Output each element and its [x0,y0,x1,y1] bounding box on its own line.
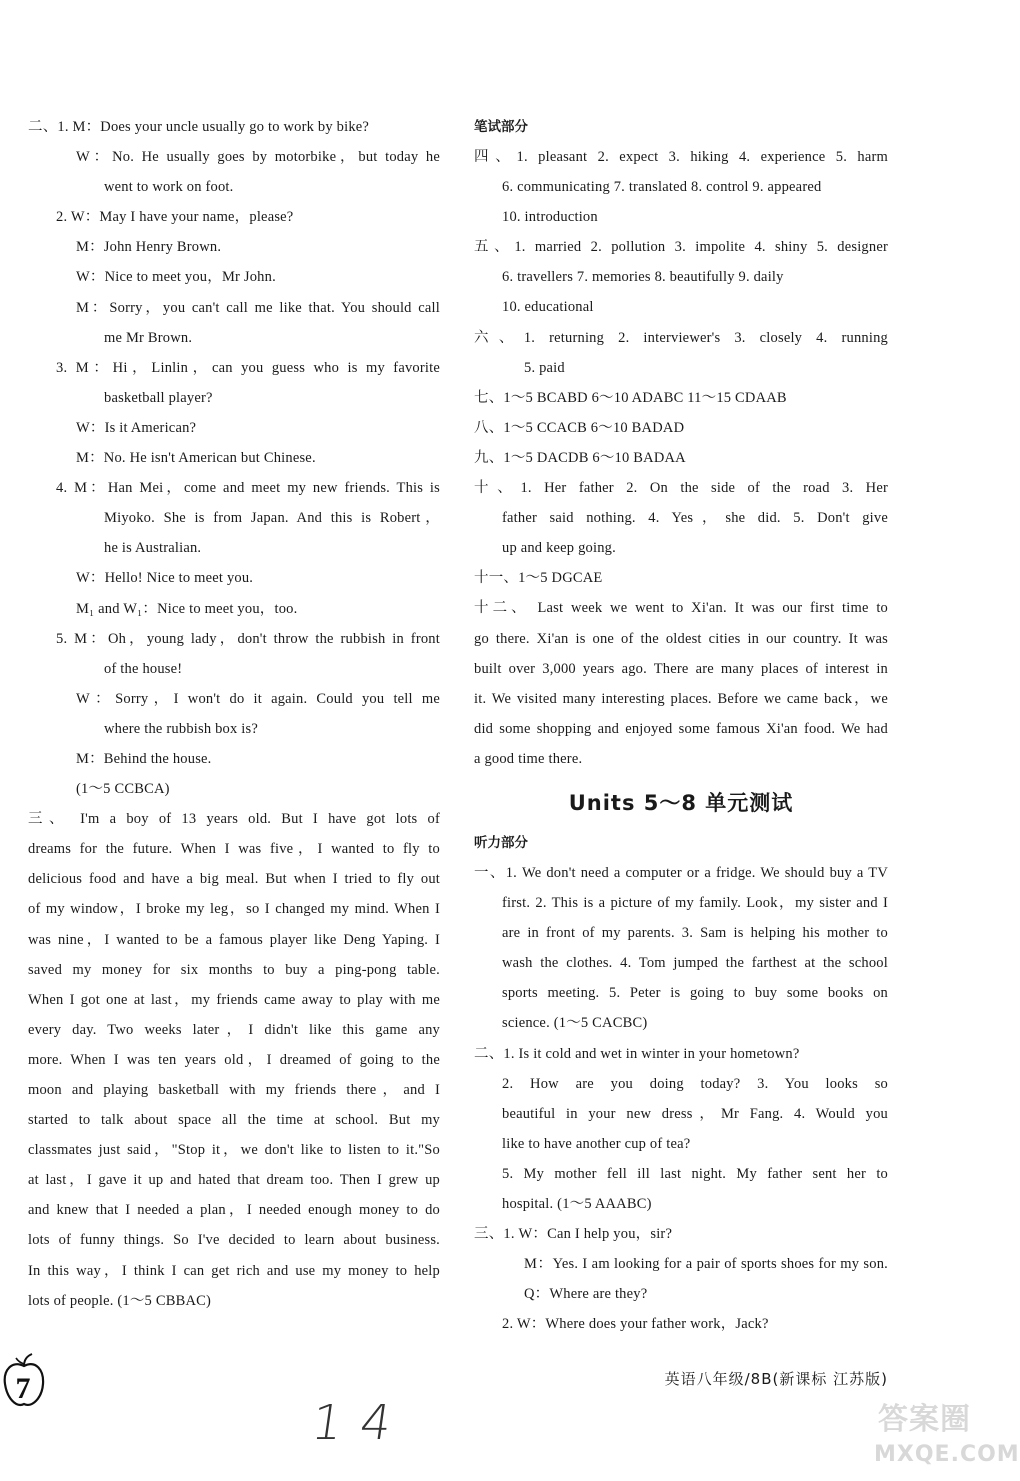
listening-answers [474,858,888,1340]
text-line: 一、1. We don't need a computer or a fridge. We should buy a TV [474,864,888,881]
text-line: W：No. He usually goes by motorbike，but today he [76,149,440,166]
text-line: Q：Where are they? [524,1286,648,1303]
text-line: started to talk about space all the time at school. But my [28,1112,440,1129]
text-line: 六、1. returning 2. interviewer's 3. closely 4. running [474,329,888,346]
text-line: 十二、 Last week we went to Xi'an. It was our first time to [474,600,888,617]
text-line: like to have another cup of tea? [502,1135,691,1152]
text-line: Miyoko. She is from Japan. And this is Robert， [104,510,440,527]
text-line: (1～5 CCBCA) [76,781,170,798]
text-line: science. (1～5 CACBC) [502,1015,648,1032]
text-line: 八、1～5 CCACB 6～10 BADAD [474,419,685,436]
text-line: 5. paid [524,359,565,376]
text-line: 2. W：Where does your father work，Jack? [502,1316,769,1333]
text-line: sports meeting. 5. Peter is going to buy some books on [502,985,888,1002]
text-line: 5. M：Oh，young lady，don't throw the rubbish in front [56,630,440,647]
text-line: 七、1～5 BCABD 6～10 ADABC 11～15 CDAAB [474,389,787,406]
text-line: M：No. He isn't American but Chinese. [76,450,316,467]
text-line: M₁ and W₁：Nice to meet you，too. [76,600,298,617]
text-line: basketball player? [104,389,213,406]
right-column [474,112,888,1339]
text-line: a good time there. [474,750,583,767]
text-line: lots of people. (1～5 CBBAC) [28,1292,212,1309]
text-line: W：Sorry，I won't do it again. Could you tell me [76,690,440,707]
text-line: of the house! [104,660,183,677]
written-answers [474,142,888,774]
handwritten-page-number: 14 [308,1395,414,1451]
text-line: classmates just said，"Stop it，we don't like to listen to it."So [28,1142,440,1159]
text-line: beautiful in your new dress，Mr Fang. 4. Would you [502,1105,888,1122]
text-line: 5. My mother fell ill last night. My father sent her to [502,1165,888,1182]
text-line: 五、1. married 2. pollution 3. impolite 4. shiny 5. designer [474,239,888,256]
text-line: up and keep going. [502,540,616,557]
text-line: M：John Henry Brown. [76,239,222,256]
text-line: hospital. (1～5 AAABC) [502,1196,652,1212]
text-line: 二、1. M：Does your uncle usually go to work by bike? [28,119,370,135]
text-line: built over 3,000 years ago. There are many places of interest in [474,660,888,677]
left-column [28,112,440,1316]
section-label-listening: 听力部分 [474,834,528,851]
text-line: delicious food and have a big meal. But when I tried to fly out [28,871,440,888]
unit-test-heading: Units 5～8 单元测试 [568,790,794,815]
watermark-text-bottom: MXQE.COM [874,1442,1020,1467]
watermark-logo [872,1392,1020,1478]
text-line: 2. W：May I have your name，please? [56,209,294,226]
text-line: go there. Xi'an is one of the oldest cities in our country. It was [474,630,888,647]
text-line: and knew that I needed a plan，I needed enough money to do [28,1202,440,1219]
text-line: 10. educational [502,299,594,316]
text-line: 四、1. pleasant 2. expect 3. hiking 4. experience 5. harm [474,149,888,165]
text-line: When I got one at last，my friends came away to play with me [28,991,440,1008]
text-line: 二、1. Is it cold and wet in winter in your hometown? [474,1045,800,1062]
text-line: 4. M：Han Mei，come and meet my new friends. This is [56,480,440,497]
text-line: every day. Two weeks later，I didn't like this game any [28,1021,440,1038]
text-line: M：Behind the house. [76,750,212,767]
text-line: first. 2. This is a picture of my family. Look，my sister and I [502,895,888,912]
text-line: where the rubbish box is? [104,720,258,737]
text-line: saved my money for six months to buy a ping-pong table. [28,961,440,978]
watermark-text-top: 答案圈 [878,1402,971,1437]
text-line: 10. introduction [502,209,598,226]
text-line: went to work on foot. [104,179,234,196]
text-line: dreams for the future. When I was five，I wanted to fly to [28,841,440,858]
text-line: M：Yes. I am looking for a pair of sports shoes for my son. [524,1256,888,1273]
text-line: 九、1～5 DACDB 6～10 BADAA [474,449,686,466]
text-line: at last，I gave it up and hated that dream too. Then I grew up [28,1172,440,1189]
text-line: W：Is it American? [76,419,197,436]
text-line: 3. M：Hi，Linlin，can you guess who is my favorite [56,359,440,376]
text-line: 三、1. W：Can I help you，sir? [474,1226,673,1243]
text-line: 十一、1～5 DGCAE [474,570,603,587]
apple-page-number-icon [2,1352,46,1412]
text-line: was nine，I wanted to be a famous player like Deng Yaping. I [28,931,440,948]
section-label-written: 笔试部分 [474,119,528,135]
text-line: me Mr Brown. [104,329,193,346]
text-line: he is Australian. [104,540,202,557]
text-line: of my window，I broke my leg，so I changed my mind. When I [28,901,440,918]
text-line: it. We visited many interesting places. Before we came back，we [474,690,888,707]
text-line: lots of funny things. So I've decided to learn about business. [28,1232,440,1249]
text-line: moon and playing basketball with my friends there，and I [28,1082,440,1098]
page-number: 7 [15,1372,31,1405]
text-line: more. When I was ten years old，I dreamed of going to the [28,1051,440,1068]
text-line: 6. travellers 7. memories 8. beautifully 9. daily [502,269,784,286]
text-line: W：Hello! Nice to meet you. [76,570,254,587]
text-line: are in front of my parents. 3. Sam is helping his mother to [502,925,888,942]
book-title-footer: 英语八年级/8B(新课标 江苏版) [664,1370,888,1388]
text-line: W：Nice to meet you，Mr John. [76,269,276,286]
text-line: 6. communicating 7. translated 8. control 9. appeared [502,179,822,196]
text-line: did some shopping and enjoyed some famous Xi'an food. We had [474,720,888,737]
text-line: 三、 I'm a boy of 13 years old. But I have got lots of [28,811,440,828]
text-line: wash the clothes. 4. Tom jumped the farthest at the school [502,955,888,972]
text-line: M：Sorry，you can't call me like that. You should call [76,299,440,316]
text-line: 十、1. Her father 2. On the side of the road 3. Her [474,480,888,497]
text-line: 2. How are you doing today? 3. You looks so [502,1075,888,1092]
text-line: father said nothing. 4. Yes，she did. 5. Don't give [502,510,888,527]
text-line: In this way，I think I can get rich and use my money to help [28,1262,440,1279]
